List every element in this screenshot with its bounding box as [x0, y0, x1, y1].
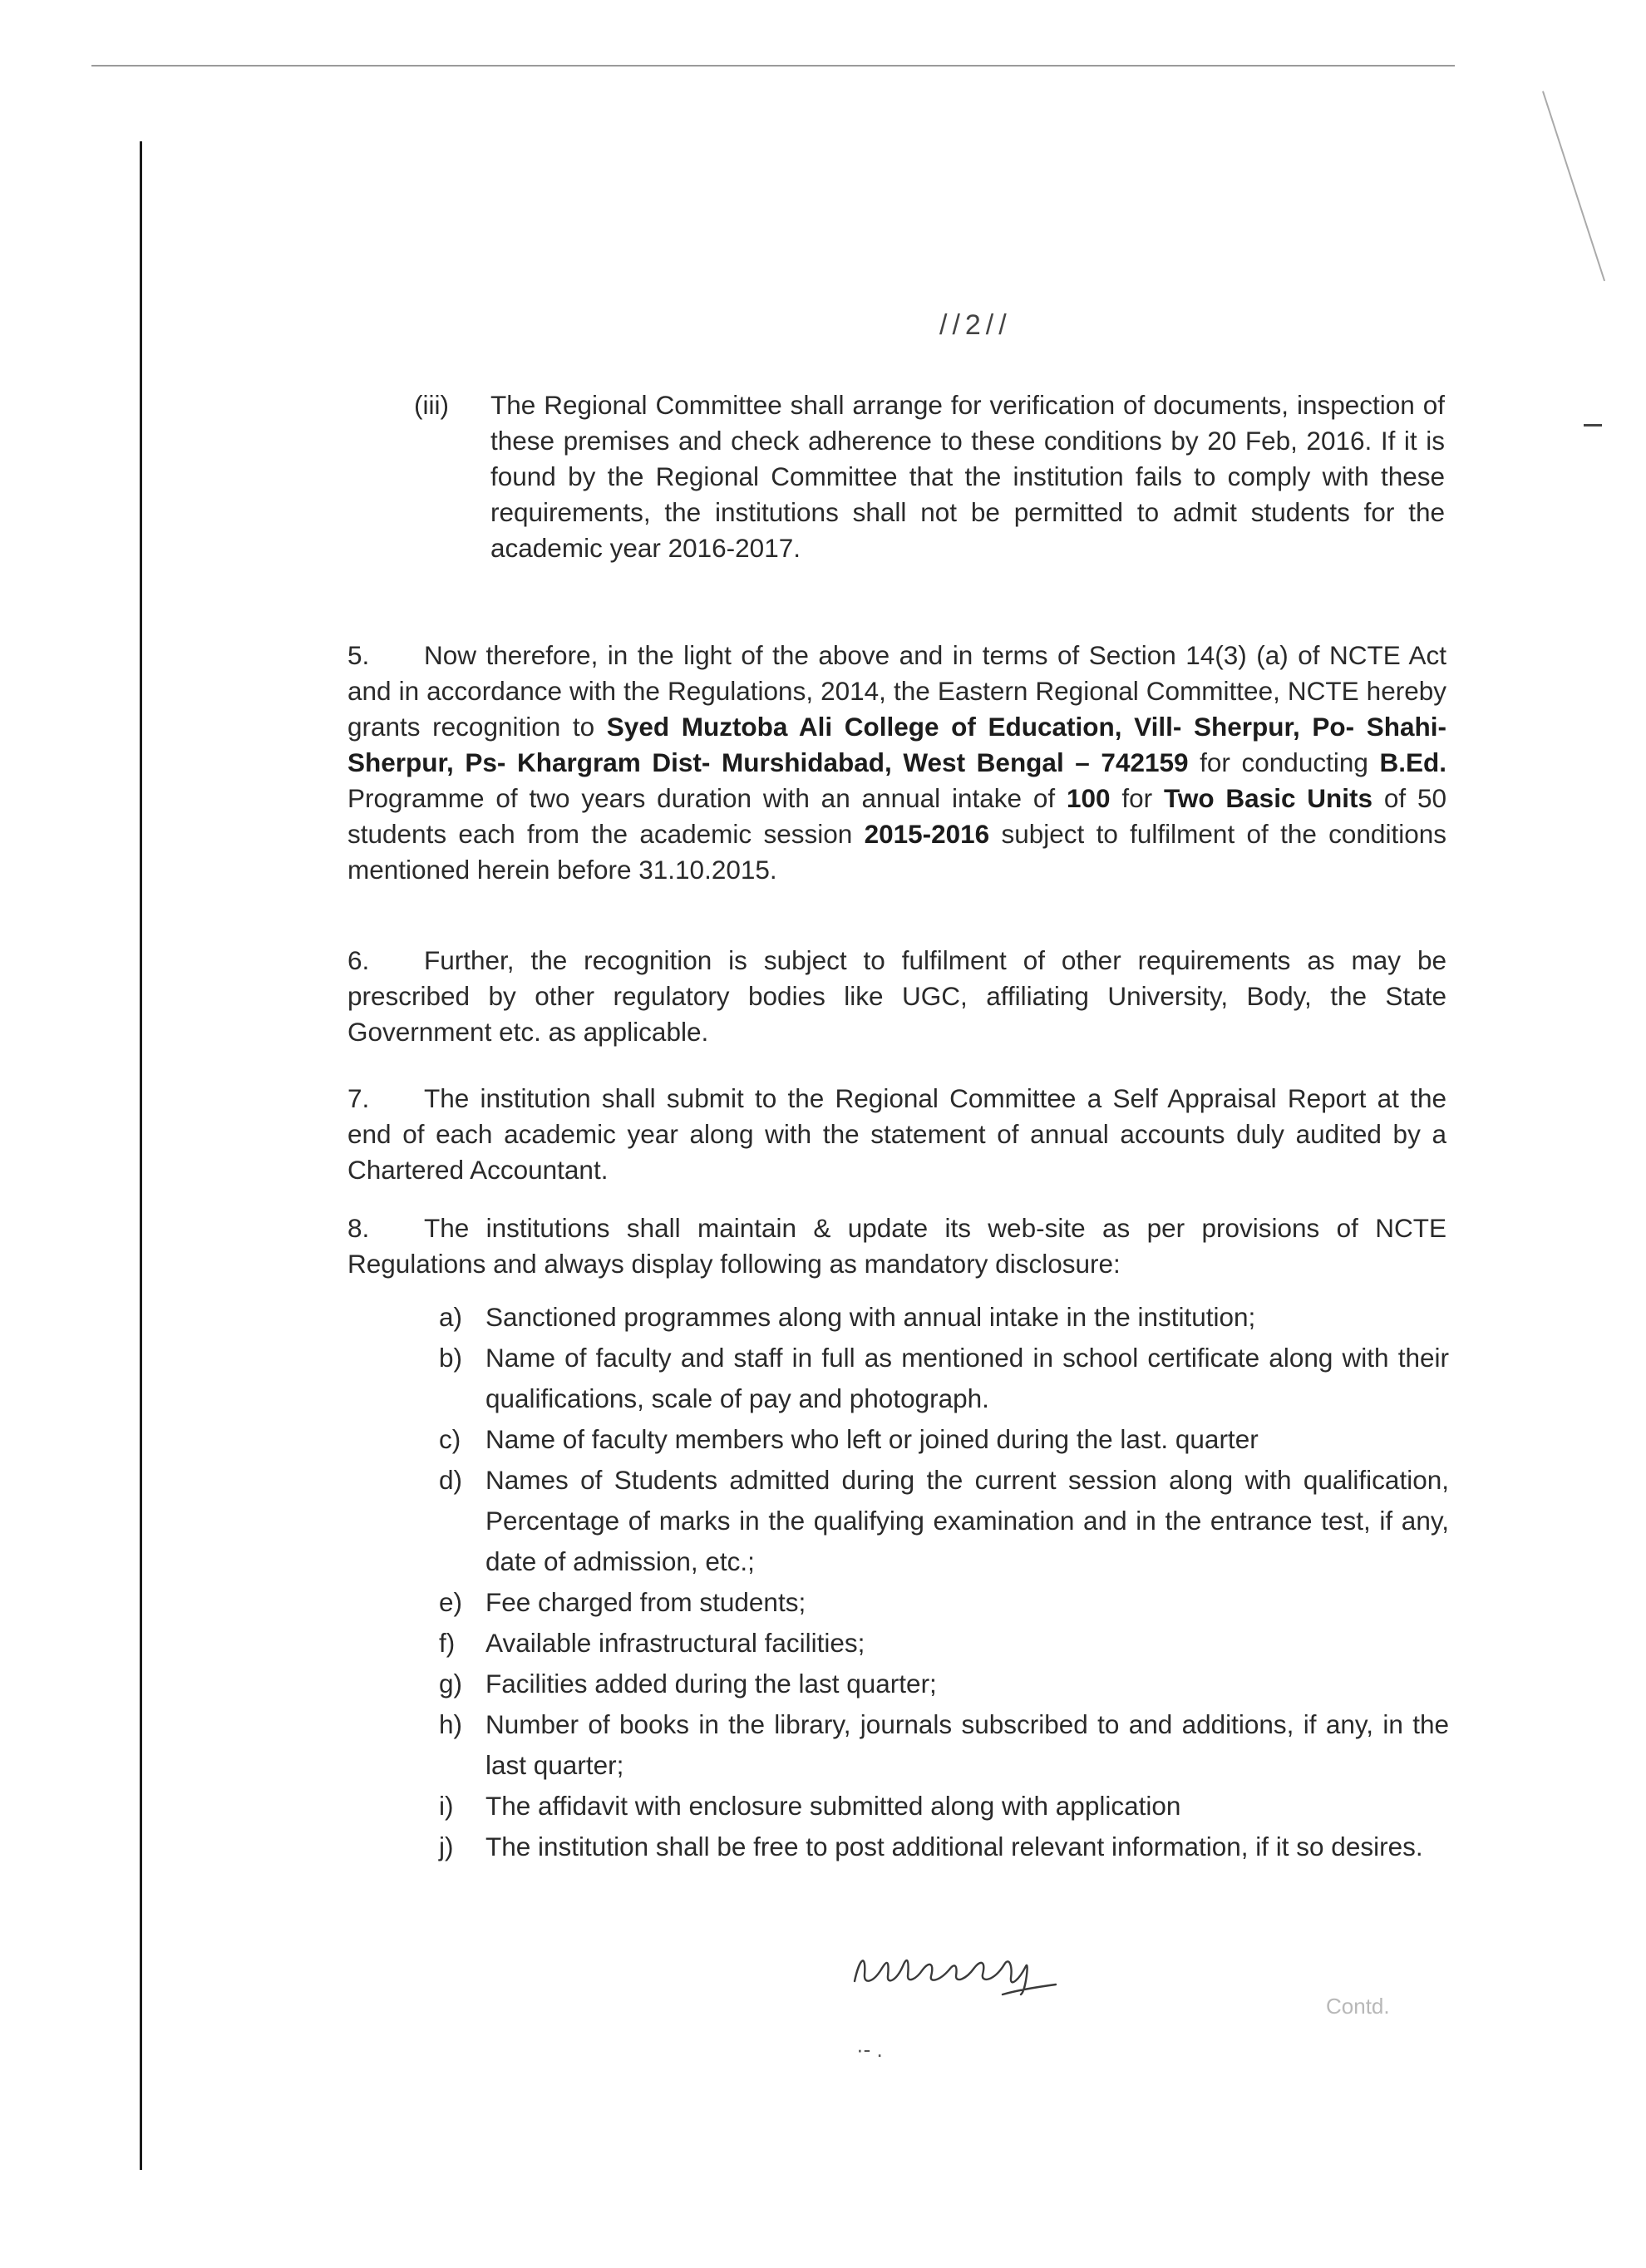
list-item-label: g)	[439, 1669, 463, 1699]
list-item	[439, 1419, 1449, 1460]
list-item-label: i)	[439, 1791, 454, 1821]
paragraph-8-text: The institutions shall maintain & update its web-site as per provisions of NCTE Regulations and always display following as mandatory disclosure:	[347, 1213, 1446, 1279]
list-item-text: The affidavit with enclosure submitted along with application	[485, 1791, 1181, 1821]
list-item-label: f)	[439, 1628, 456, 1658]
clause-iii	[414, 387, 1445, 566]
list-item-text: The institution shall be free to post additional relevant information, if it so desires.	[485, 1832, 1423, 1861]
list-item-text: Number of books in the library, journals subscribed to and additions, if any, in the last quarter;	[485, 1709, 1449, 1780]
list-item-label: h)	[439, 1709, 463, 1739]
paragraph-7	[347, 1081, 1446, 1188]
margin-mark	[1584, 424, 1602, 426]
page-number: //2//	[939, 309, 1012, 341]
list-item	[439, 1460, 1449, 1582]
list-item-text: Names of Students admitted during the current session along with qualification, Percentage of marks in the qualifying examination and in the entrance test, if any, date of admission, etc.;	[485, 1465, 1449, 1576]
clause-iii-text: The Regional Committee shall arrange for verification of documents, inspection of these premises and check adherence to these conditions by 20 Feb, 2016. If it is found by the Regional Committee that the institution fails to comply with these requirements, the institutions shall not be permitted to admit students for the academic year 2016-2017.	[490, 390, 1445, 563]
clause-iii-marker: (iii)	[414, 390, 449, 420]
scan-edge-left	[140, 141, 142, 2170]
list-item-text: Sanctioned programmes along with annual intake in the institution;	[485, 1302, 1256, 1332]
list-item	[439, 1338, 1449, 1419]
list-item	[439, 1297, 1449, 1338]
paragraph-7-text: The institution shall submit to the Regional Committee a Self Appraisal Report at the end of each academic year along with the statement of annual accounts duly audited by a Chartered Accountant.	[347, 1083, 1446, 1185]
list-item-label: c)	[439, 1424, 461, 1454]
paragraph-6-text: Further, the recognition is subject to fulfilment of other requirements as may be prescribed by other regulatory bodies like UGC, affiliating University, Body, the State Government etc. as applicable.	[347, 945, 1446, 1047]
programme-name: B.Ed.	[1379, 747, 1446, 777]
paragraph-8	[347, 1210, 1446, 1282]
scribble-mark: ·- .	[856, 2037, 883, 2062]
scan-edge-right	[1542, 91, 1605, 281]
paragraph-5	[347, 638, 1446, 888]
paragraph-5-text-1: Now therefore, in the light of the above and in terms of Section 14(3) (a) of NCTE Act and in accordance with the Regulations, 2014, the Eastern Regional Committee, NCTE hereby grants recognition to	[347, 640, 1446, 742]
paragraph-5-text-2: for conducting	[1188, 747, 1380, 777]
list-item-label: a)	[439, 1302, 463, 1332]
paragraph-8-number: 8.	[347, 1213, 370, 1243]
list-item-label: j)	[439, 1832, 454, 1861]
list-item	[439, 1623, 1449, 1664]
list-item-label: e)	[439, 1587, 463, 1617]
list-item-text: Name of faculty members who left or joined during the last. quarter	[485, 1424, 1259, 1454]
list-item	[439, 1582, 1449, 1623]
paragraph-7-number: 7.	[347, 1083, 370, 1113]
list-item	[439, 1827, 1449, 1867]
annual-intake: 100	[1066, 783, 1111, 813]
disclosure-list	[439, 1297, 1449, 1867]
paragraph-5-text-4: for	[1110, 783, 1164, 813]
list-item	[439, 1664, 1449, 1704]
paragraph-5-text-6: subject to fulfilment of the conditions mentioned herein before 31.10.2015.	[347, 819, 1446, 885]
basic-units: Two Basic Units	[1163, 783, 1373, 813]
list-item-text: Name of faculty and staff in full as mentioned in school certificate along with their qualifications, scale of pay and photograph.	[485, 1343, 1449, 1413]
signature-image	[848, 1933, 1097, 1999]
list-item-label: d)	[439, 1465, 463, 1495]
scan-edge-top	[91, 65, 1455, 67]
list-item-label: b)	[439, 1343, 463, 1373]
academic-session: 2015-2016	[864, 819, 990, 849]
continued-note: Contd.	[1326, 1994, 1390, 2019]
paragraph-6	[347, 943, 1446, 1050]
list-item	[439, 1704, 1449, 1786]
college-name-address: Syed Muztoba Ali College of Education, Vill- Sherpur, Po- Shahi-Sherpur, Ps- Khargram Dist- Murshidabad, West Bengal – 742159	[347, 712, 1446, 777]
list-item	[439, 1786, 1449, 1827]
paragraph-5-number: 5.	[347, 640, 370, 670]
list-item-text: Fee charged from students;	[485, 1587, 806, 1617]
paragraph-5-text-5: of 50 students each from the academic session	[347, 783, 1447, 849]
paragraph-5-text-3: Programme of two years duration with an annual intake of	[347, 783, 1067, 813]
list-item-text: Available infrastructural facilities;	[485, 1628, 865, 1658]
list-item-text: Facilities added during the last quarter;	[485, 1669, 937, 1699]
paragraph-6-number: 6.	[347, 945, 370, 975]
